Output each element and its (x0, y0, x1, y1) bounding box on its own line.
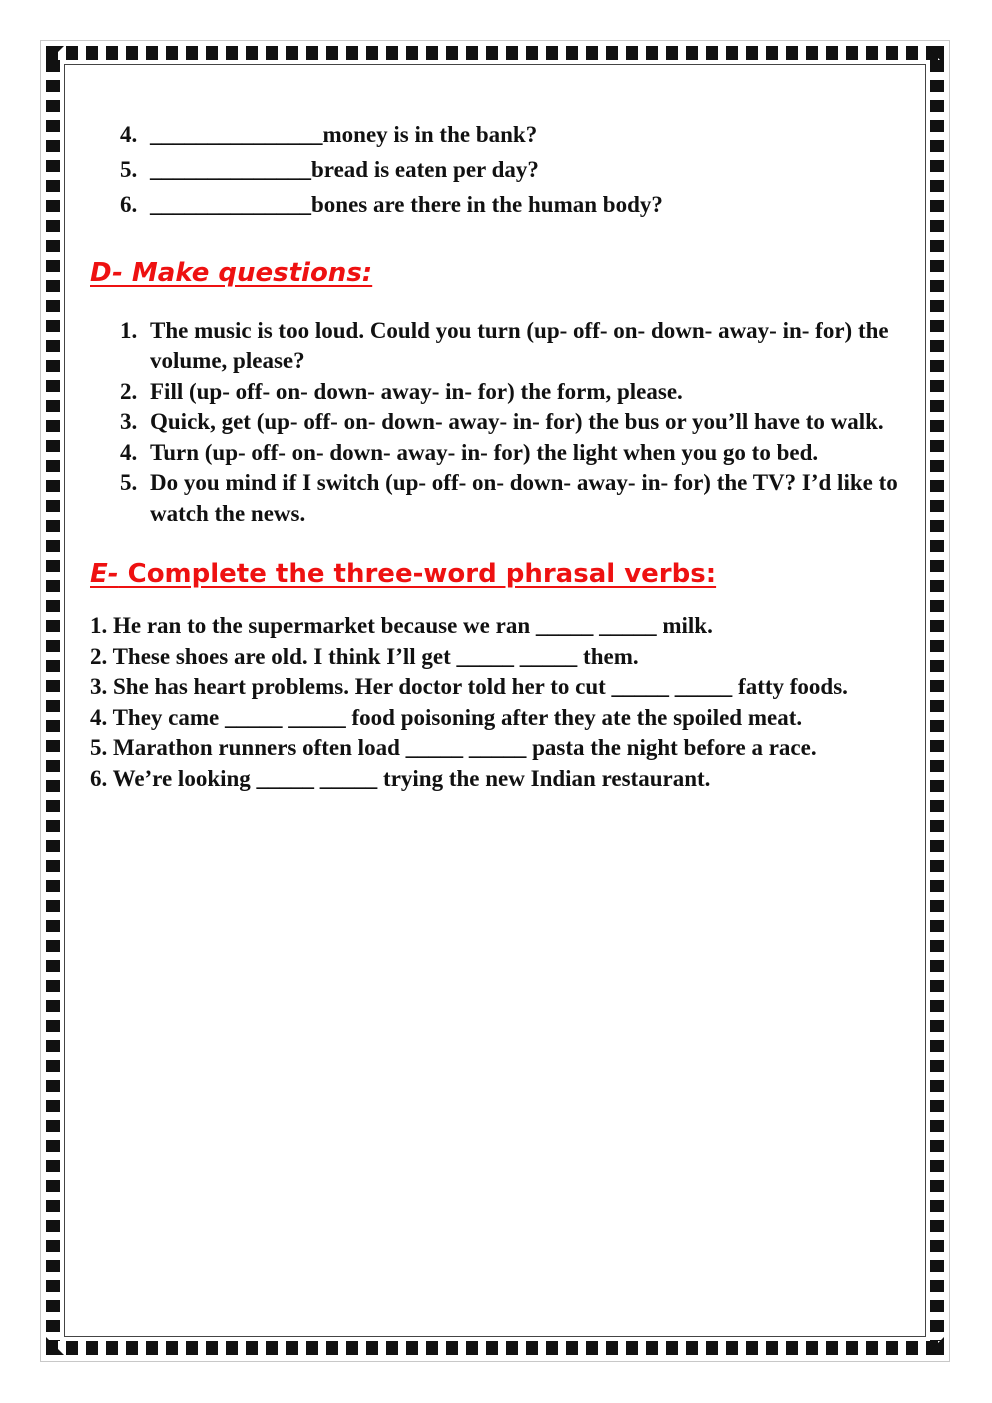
list-item: 1. He ran to the supermarket because we ran _____ _____ milk. (90, 613, 713, 638)
section-e-heading (90, 557, 905, 591)
section-c-list (90, 120, 905, 221)
list-item (90, 438, 905, 469)
list-item: 5. Marathon runners often load _____ _____ pasta the night before a race. (90, 735, 817, 760)
item-number: 6. (120, 192, 138, 217)
item-number: 4. (120, 439, 138, 465)
border-right (930, 60, 944, 1341)
border-left (46, 60, 60, 1341)
item-text: Fill (up- off- on- down- away- in- for) the form, please. (150, 378, 683, 404)
border-top (46, 46, 944, 60)
item-text: ______________bones are there in the human body? (150, 192, 663, 217)
list-item (90, 120, 905, 151)
section-e-letter: E- (90, 559, 119, 589)
item-number: 2. (120, 378, 138, 404)
list-item (90, 316, 905, 377)
list-item: 2. These shoes are old. I think I’ll get _____ _____ them. (90, 643, 639, 669)
item-number: 5. (120, 157, 138, 182)
item-text: Turn (up- off- on- down- away- in- for) the light when you go to bed. (150, 439, 819, 465)
item-number: 3. (120, 409, 138, 434)
item-text: Quick, get (up- off- on- down- away- in- for) the bus or you’ll have to walk. (150, 409, 884, 434)
list-item (90, 407, 905, 438)
item-text: ______________bread is eaten per day? (150, 157, 539, 182)
list-item (90, 468, 905, 529)
section-d-heading: D- Make questions: (90, 257, 373, 288)
section-e-title: Complete the three-word phrasal verbs: (118, 559, 717, 589)
worksheet-content (90, 120, 905, 794)
list-item: 3. She has heart problems. Her doctor told her to cut _____ _____ fatty foods. (90, 674, 848, 699)
item-number: 4. (120, 122, 138, 147)
list-item: 6. We’re looking _____ _____ trying the new Indian restaurant. (90, 765, 711, 791)
item-text: The music is too loud. Could you turn (up- off- on- down- away- in- for) the volume, please? (150, 317, 889, 373)
item-text: _______________money is in the bank? (150, 122, 538, 147)
item-text: Do you mind if I switch (up- off- on- down- away- in- for) the TV? I’d like to watch the news. (150, 470, 898, 526)
item-number: 5. (120, 470, 138, 495)
item-number: 1. (120, 317, 138, 343)
list-item (90, 155, 905, 186)
section-e-list (90, 611, 905, 794)
list-item: 4. They came _____ _____ food poisoning after they ate the spoiled meat. (90, 704, 803, 730)
section-d-list (90, 316, 905, 530)
border-bottom (46, 1341, 944, 1355)
list-item (90, 190, 905, 221)
list-item (90, 377, 905, 408)
